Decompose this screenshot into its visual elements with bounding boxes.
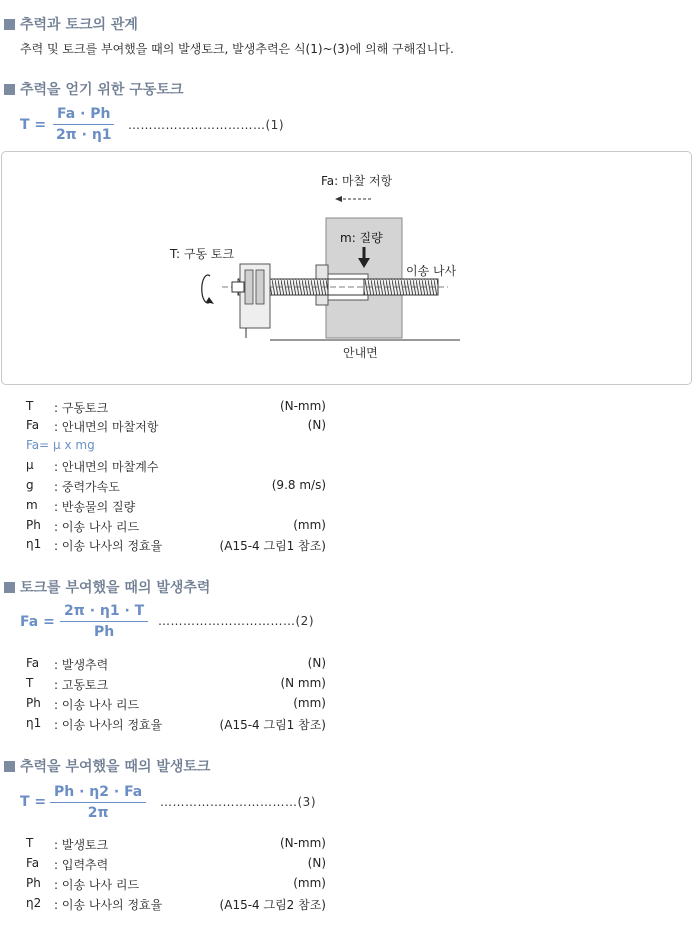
bearing-left (245, 270, 253, 304)
legend-unit: (A15-4 그림1 참조) (219, 539, 326, 553)
legend-row (26, 676, 326, 694)
legend-description: : 이송 나사 리드 (54, 878, 140, 892)
legend-symbol: Fa (26, 656, 40, 670)
formula3-leader (160, 795, 316, 809)
legend-description: : 이송 나사 리드 (54, 698, 140, 712)
rotation-arrow-icon (202, 275, 214, 304)
legend-description: : 입력추력 (54, 858, 109, 872)
ball-screw-diagram (2, 152, 691, 384)
leader-dots: …………………………… (128, 118, 266, 132)
formula2-lhs: Fa = (20, 614, 55, 630)
legend-description: : 이송 나사 리드 (54, 520, 140, 534)
legend-row (26, 836, 326, 854)
legend-symbol: Fa (26, 856, 40, 870)
legend-unit: (mm) (293, 518, 326, 532)
intro-text: 추력 및 토크를 부여했을 때의 발생토크, 발생추력은 식(1)~(3)에 의해 구해집니다. (20, 42, 454, 56)
legend-2 (26, 656, 326, 736)
formula2-fraction (60, 603, 148, 640)
legend-3 (26, 836, 326, 916)
legend-description: : 반송물의 질량 (54, 500, 136, 514)
section-heading-drive-torque (4, 79, 183, 99)
legend-unit: (N) (307, 418, 326, 432)
legend-row (26, 418, 326, 436)
section-heading-thrust-torque (4, 14, 138, 34)
square-bullet-icon (4, 761, 15, 772)
legend-description: : 이송 나사의 정효율 (54, 898, 163, 912)
legend-symbol: η2 (26, 896, 42, 910)
legend-unit: (N) (307, 656, 326, 670)
bearing-right (256, 270, 264, 304)
friction-arrow-icon (335, 196, 372, 202)
leader-dots: …………………………… (158, 614, 296, 628)
formula1-lhs: T = (20, 117, 47, 133)
mass-label: m: 질량 (340, 231, 383, 245)
legend-description: : 발생토크 (54, 838, 109, 852)
legend-unit: (N-mm) (279, 836, 326, 850)
legend-unit: (N-mm) (279, 399, 326, 413)
legend-row (26, 498, 326, 516)
legend-row (26, 478, 326, 496)
legend-symbol: T (26, 399, 34, 413)
support-block (240, 264, 270, 328)
legend-unit: (A15-4 그림1 참조) (219, 718, 326, 732)
legend-unit: (A15-4 그림2 참조) (219, 898, 326, 912)
legend-row (26, 537, 326, 555)
legend-description: : 고동토크 (54, 678, 109, 692)
diagram-panel (1, 151, 692, 385)
legend-row (26, 399, 326, 417)
formula3-fraction (50, 784, 146, 821)
formula3-numerator: Ph · η2 · Fa (50, 784, 146, 803)
formula3-denominator: 2π (87, 805, 109, 821)
legend-description: : 이송 나사의 정효율 (54, 718, 163, 732)
legend-row (26, 518, 326, 536)
legend-unit: (N) (307, 856, 326, 870)
legend-symbol: Ph (26, 696, 41, 710)
formula1-leader (128, 118, 284, 132)
friction-label: Fa: 마찰 저항 (321, 174, 393, 188)
shaft-end (232, 282, 244, 292)
formula1-denominator: 2π · η1 (55, 127, 112, 143)
formula2-denominator: Ph (93, 624, 115, 640)
leader-dots: …………………………… (160, 795, 298, 809)
section-title: 추력을 부여했을 때의 발생토크 (20, 759, 211, 775)
legend-symbol: Ph (26, 518, 41, 532)
equation-number: (3) (297, 795, 316, 809)
legend-description: : 안내면의 마찰계수 (54, 460, 159, 474)
legend-symbol: T (26, 676, 34, 690)
torque-label: T: 구동 토크 (170, 247, 235, 261)
legend-row (26, 656, 326, 674)
legend-row (26, 696, 326, 714)
section-title: 추력을 얻기 위한 구동토크 (20, 82, 184, 98)
legend-symbol: Ph (26, 876, 41, 890)
section-title: 추력과 토크의 관계 (20, 17, 138, 33)
square-bullet-icon (4, 19, 15, 30)
friction-formula-note: Fa= μ x mg (26, 438, 95, 452)
formula2-leader (158, 614, 314, 628)
legend-unit: (9.8 m/s) (271, 478, 326, 492)
guide-label: 안내면 (343, 346, 378, 360)
legend-description: : 발생추력 (54, 658, 109, 672)
formula3-lhs: T = (20, 794, 47, 810)
square-bullet-icon (4, 84, 15, 95)
section-title: 토크를 부여했을 때의 발생추력 (20, 580, 211, 596)
legend-1 (26, 399, 326, 559)
section-heading-generated-torque (4, 756, 210, 776)
legend-description: : 이송 나사의 정효율 (54, 539, 163, 553)
legend-row (26, 856, 326, 874)
legend-symbol: η1 (26, 537, 42, 551)
legend-row-note (26, 438, 326, 456)
legend-description: : 구동토크 (54, 401, 109, 415)
section-heading-generated-thrust (4, 577, 210, 597)
legend-symbol: g (26, 478, 34, 492)
legend-unit: (N mm) (280, 676, 326, 690)
formula2-numerator: 2π · η1 · T (60, 603, 148, 622)
legend-symbol: η1 (26, 716, 42, 730)
legend-row (26, 896, 326, 914)
legend-symbol: Fa (26, 418, 40, 432)
square-bullet-icon (4, 582, 15, 593)
legend-symbol: μ (26, 458, 34, 472)
screw-label: 이송 나사 (406, 264, 457, 278)
legend-symbol: m (26, 498, 38, 512)
legend-symbol: T (26, 836, 34, 850)
equation-number: (1) (265, 118, 284, 132)
formula1-fraction (53, 106, 114, 143)
legend-unit: (mm) (293, 696, 326, 710)
legend-row (26, 716, 326, 734)
legend-row (26, 876, 326, 894)
legend-description: : 중력가속도 (54, 480, 120, 494)
legend-row (26, 458, 326, 476)
formula1-numerator: Fa · Ph (53, 106, 114, 125)
legend-unit: (mm) (293, 876, 326, 890)
legend-description: : 안내면의 마찰저항 (54, 420, 159, 434)
equation-number: (2) (295, 614, 314, 628)
